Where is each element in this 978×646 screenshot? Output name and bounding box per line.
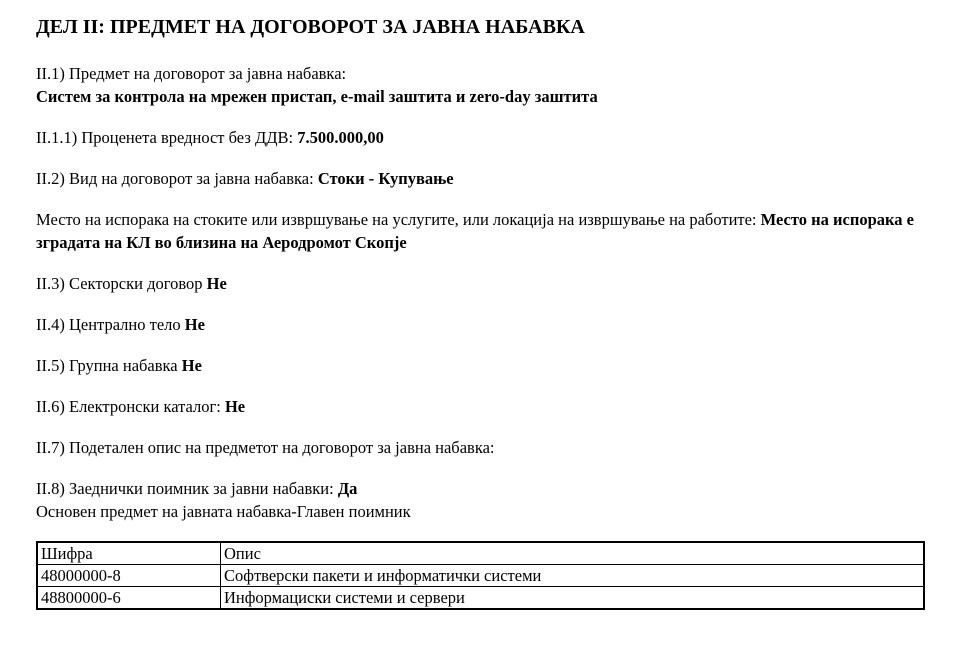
field-subject-label: II.1) Предмет на договорот за јавна набавка: [36,64,347,83]
field-electronic-catalog [36,395,942,418]
field-delivery-place [36,208,942,254]
field-electronic-catalog-label: II.6) Електронски каталог: [36,397,225,416]
field-detailed-description [36,436,942,459]
cpv-table-header-row [37,542,924,565]
cpv-table-row [37,565,924,587]
field-sector-contract-label: II.3) Секторски договор [36,274,207,293]
field-electronic-catalog-value: Не [224,397,246,416]
cpv-table-row [37,587,924,610]
field-estimated-value [36,126,942,149]
field-contract-type-value: Стоки - Купување [317,169,454,188]
field-central-body-label: II.4) Централно тело [36,315,185,334]
field-sector-contract-value: Не [206,274,227,293]
field-cpv [36,477,942,523]
field-subject-value: Систем за контрола на мрежен пристап, e-mail заштита и zero-day заштита [36,87,598,106]
field-cpv-subtitle: Основен предмет на јавната набавка-Главен поимник [36,502,411,521]
field-central-body [36,313,942,336]
field-subject [36,62,942,108]
cpv-code-cell: 48000000-8 [37,565,221,587]
field-estimated-value-label: II.1.1) Проценета вредност без ДДВ: [36,128,298,147]
field-estimated-value-amount: 7.500.000,00 [297,128,384,147]
field-group-procurement [36,354,942,377]
field-central-body-value: Не [184,315,205,334]
section-title: ДЕЛ II: ПРЕДМЕТ НА ДОГОВОРОТ ЗА ЈАВНА НАБАВКА [36,16,585,38]
cpv-description-cell: Софтверски пакети и информатички системи [221,565,925,587]
cpv-code-cell: 48800000-6 [37,587,221,610]
cpv-codes-table [36,541,925,610]
field-sector-contract [36,272,942,295]
field-group-procurement-label: II.5) Групна набавка [36,356,182,375]
field-contract-type [36,167,942,190]
field-delivery-place-value: Место на испорака е зградата на КЛ во близина на Аеродромот Скопје [36,210,914,252]
cpv-table-header-code: Шифра [37,542,221,565]
cpv-table-header-description: Опис [221,542,925,565]
field-contract-type-label: II.2) Вид на договорот за јавна набавка: [36,169,318,188]
field-detailed-description-label: II.7) Подетален опис на предметот на договорот за јавна набавка: [36,438,495,457]
field-cpv-value: Да [337,479,358,498]
field-group-procurement-value: Не [181,356,202,375]
field-delivery-place-label: Место на испорака на стоките или извршување на услугите, или локација на извршување на работите: [36,210,761,229]
field-cpv-label: II.8) Заеднички поимник за јавни набавки: [36,479,338,498]
cpv-description-cell: Информациски системи и сервери [221,587,925,610]
